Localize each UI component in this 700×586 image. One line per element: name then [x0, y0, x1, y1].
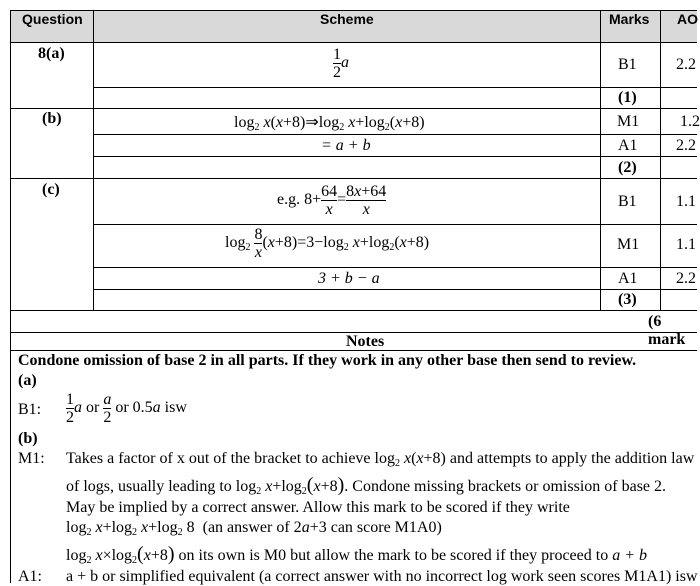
scheme-8b-line1: $\log_2$ $x(x+8)\Rightarrow\log_2$ $x+\log_2(x+8)$: [234, 114, 425, 133]
ao-8c-line3: 2.2: [676, 270, 696, 287]
ao-8c-line1: 1.1: [676, 193, 696, 210]
mark-8b-line1: M1: [617, 113, 640, 130]
mark-8b-line2: A1: [618, 137, 638, 154]
grid-line: [93, 224, 697, 225]
notes-m1-line3: May be implied by a correct answer. Allow this mark to be scored if they write: [66, 499, 570, 516]
grid-line: [10, 10, 697, 11]
grid-line: [93, 156, 697, 157]
grid-line: [93, 87, 697, 88]
notes-b1-label: B1:: [18, 401, 42, 418]
notes-m1-p2b: . Condone missing brackets or omission of base 2.: [344, 478, 667, 495]
total-8a: (1): [618, 89, 637, 106]
scheme-8c-line2: $\log_2$ $\frac{8}{x}$ $(x+8)=3-\log_2$ $x+\log_2(x+8)$: [225, 226, 430, 261]
notes-title: Notes: [346, 333, 385, 350]
notes-m1-p1b: and attempts to apply the addition law: [449, 450, 695, 467]
question-label-8b: (b): [42, 110, 62, 127]
scheme-8b-line2: = a + b: [321, 137, 371, 154]
notes-m1-p5-end: a + b: [612, 547, 647, 564]
mark-8c-line1: B1: [618, 193, 637, 210]
notes-m1-line1: Takes a factor of x out of the bracket to achieve $\log_2 x(x+8)$ and attempts to apply the addition law: [66, 450, 695, 469]
scheme-8a: [333, 46, 349, 81]
ao-8b-line1: 1.2: [680, 113, 700, 130]
grid-line: [93, 267, 697, 268]
notes-m1-p4-tail: (an answer of 2a+3 can score M1A0): [202, 519, 442, 536]
eg-label: e.g.: [277, 191, 301, 209]
notes-a-label: (a): [18, 372, 37, 389]
ao-8c-line2: 1.1: [676, 236, 696, 253]
grid-line: [10, 42, 697, 43]
mark-8a: B1: [618, 56, 637, 73]
grid-line: [10, 178, 697, 179]
fraction-num: 1: [333, 46, 341, 63]
total-marks: (6 mark: [648, 313, 686, 348]
grid-line: [93, 10, 94, 310]
header-marks: Marks: [609, 11, 650, 27]
scheme-var-a: a: [341, 54, 349, 72]
scheme-8c-line3: 3 + b − a: [318, 270, 380, 287]
fraction-den: 2: [333, 64, 341, 81]
grid-line: [93, 134, 697, 135]
header-ao: AO: [677, 11, 698, 27]
notes-m1-p5-tail: on its own is M0 but allow the mark to be scored if they proceed to: [178, 547, 609, 564]
mark-8c-line3: A1: [618, 270, 638, 287]
grid-line: [10, 108, 697, 109]
total-8c: (3): [618, 291, 637, 308]
header-question: Question: [22, 11, 83, 27]
scheme-8c-line1: e.g. 8+ $\frac{64}{x}$ = $\frac{8x+64}{x}$: [277, 183, 387, 218]
question-label-8c: (c): [42, 181, 60, 198]
notes-m1-line4: $\log_2 x+\log_2$ $x+\log_2$ 8 (an answer of 2a+3 can score M1A0): [66, 519, 442, 538]
notes-a1-text: a + b or simplified equivalent (a correct answer with no incorrect log work seen scores M1A1) isw: [66, 568, 698, 585]
notes-a1-label: A1:: [18, 568, 42, 585]
ao-8a: 2.2: [676, 56, 696, 73]
mark-8c-line2: M1: [617, 236, 640, 253]
grid-line: [10, 10, 11, 583]
notes-m1-p1a: Takes a factor of x out of the bracket to achieve: [66, 450, 371, 467]
ao-8b-line2: 2.2: [676, 137, 696, 154]
grid-line: [10, 310, 697, 311]
notes-condone: Condone omission of base 2 in all parts. If they work in any other base then send to review.: [18, 352, 637, 369]
grid-line: [600, 10, 601, 310]
notes-b1-content: $\frac{1}{2}$ a or $\frac{a}{2}$ or 0.5a isw: [66, 391, 187, 426]
notes-m1-line2: of logs, usually leading to $\log_2 x+\log_2(x+8)$. Condone missing brackets or omission of base 2.: [66, 474, 667, 497]
header-scheme: Scheme: [320, 11, 374, 27]
total-8b: (2): [618, 159, 637, 176]
notes-m1-label: M1:: [18, 450, 45, 467]
question-label-8a: 8(a): [38, 45, 65, 62]
fraction-half: [333, 46, 341, 81]
notes-m1-line5: $\log_2 x\times\log_2(x+8)$ on its own is M0 but allow the mark to be scored if they proceed to a + b: [66, 543, 647, 566]
grid-line: [660, 10, 661, 310]
notes-b-label: (b): [18, 430, 38, 447]
grid-line: [93, 289, 697, 290]
notes-m1-p2a: of logs, usually leading to: [66, 478, 232, 495]
